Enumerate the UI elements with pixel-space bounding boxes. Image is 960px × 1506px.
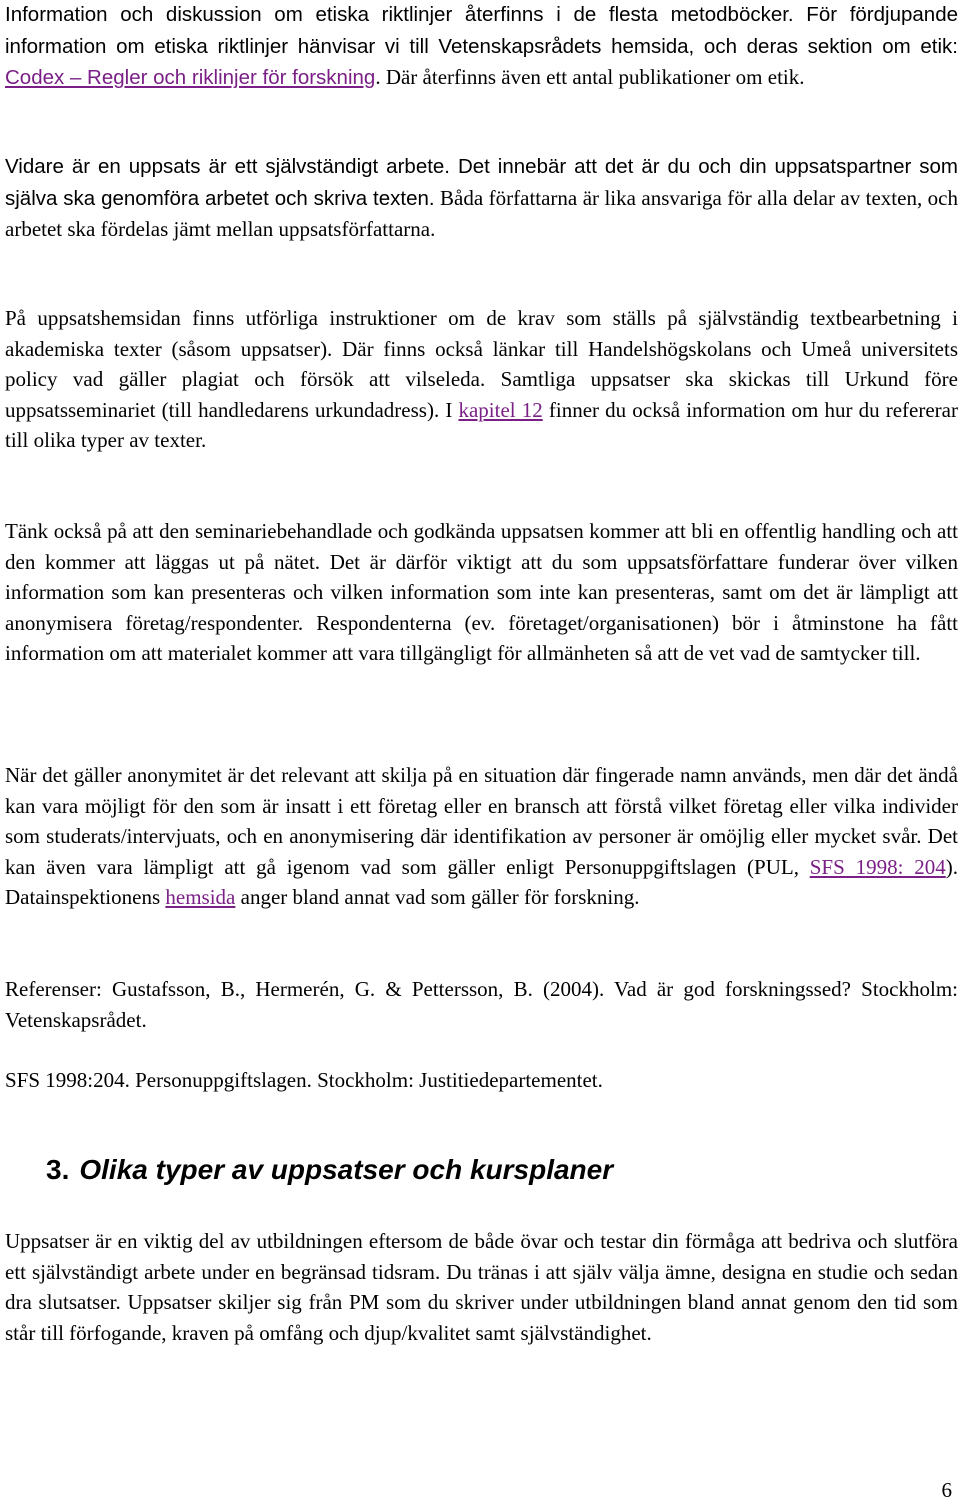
codex-link[interactable]: Codex – Regler och riklinjer för forskning	[5, 66, 376, 89]
paragraph-independent-work	[5, 151, 958, 245]
reference-sfs: SFS 1998:204. Personuppgiftslagen. Stockholm: Justitiedepartementet.	[5, 1068, 603, 1092]
page-number: 6	[941, 1478, 952, 1502]
paragraph-ethics-info-text: Information och diskussion om etiska riktlinjer återfinns i de flesta metodböcker. För fördjupande information om etiska riktlinjer hänvisar vi till Vetenskapsrådets hemsida, och deras sektion om etik:	[5, 3, 958, 58]
paragraph-independent-work-text: Vidare är en uppsats är ett självständigt arbete. Det innebär att det är du och din uppsatspartner som själva ska genomföra arbetet och skriva texten.	[5, 155, 958, 210]
paragraph-anonymity-text: När det gäller anonymitet är det relevant att skilja på en situation där fingerade namn används, men där det ändå kan vara möjligt för den som är insatt i ett företag eller en bransch att förstå vilket företag eller vilka individer som studerats/intervjuats, och en anonymisering där identifikation av personer är omöjlig eller mycket svår. Det kan även vara lämpligt att gå igenom vad som gäller enligt Personuppgiftslagen (PUL,	[5, 763, 958, 879]
paragraph-independent-work-tail: Båda författarna är lika ansvariga för alla delar av texten, och arbetet ska fördelas jämt mellan uppsatsförfattarna.	[5, 185, 958, 241]
section-number: 3.	[46, 1154, 70, 1185]
paragraph-plagiarism-tail: finner du också information om hur du refererar till olika typer av texter.	[5, 397, 958, 452]
paragraph-anonymity-mid: ). Datainspektionens	[5, 854, 958, 909]
paragraph-public-document: Tänk också på att den seminariebehandlade och godkända uppsatsen kommer att bli en offentlig handling och att den kommer att läggas ut på nätet. Det är därför viktigt att du som uppsatsförfattare funderar över vilken information som kan presenteras och vilken information som inte kan presenteras, samt om det är lämpligt att anonymisera företag/respondenter. Respondenterna (ev. företaget/organisationen) bör i åtminstone ha fått information om att materialet kommer att vara tillgängligt för allmänheten så att de vet vad de samtycker till.	[5, 519, 958, 665]
reference-gustafsson: Referenser: Gustafsson, B., Hermerén, G. & Pettersson, B. (2004). Vad är god forskningssed? Stockholm: Vetenskapsrådet.	[5, 977, 958, 1032]
sfs-link[interactable]: SFS 1998: 204	[809, 854, 946, 879]
paragraph-anonymity-tail: anger bland annat vad som gäller för forskning.	[235, 885, 640, 909]
section-heading	[5, 1152, 958, 1188]
section-title: Olika typer av uppsatser och kursplaner	[79, 1154, 614, 1185]
paragraph-essay-types: Uppsatser är en viktig del av utbildningen eftersom de både övar och testar din förmåga att bedriva och slutföra ett självständigt arbete under en begränsad tidsram. Du tränas i att själv välja ämne, designa en studie och sedan dra slutsatser. Uppsatser skiljer sig från PM som du skriver under utbildningen bland annat genom den tid som står till förfogande, kraven på omfång och djup/kvalitet samt självständighet.	[5, 1229, 958, 1345]
paragraph-ethics-info	[5, 0, 958, 94]
datainspektionen-link[interactable]: hemsida	[165, 885, 236, 909]
paragraph-ethics-info-tail: . Där återfinns även ett antal publikationer om etik.	[375, 65, 805, 89]
paragraph-plagiarism	[5, 303, 958, 456]
paragraph-anonymity	[5, 760, 958, 913]
paragraph-plagiarism-text: På uppsatshemsidan finns utförliga instruktioner om de krav som ställs på självständig textbearbetning i akademiska texter (såsom uppsatser). Där finns också länkar till Handelshögskolans och Umeå universitets policy vad gäller plagiat och försök att vilseleda. Samtliga uppsatser ska skickas till Urkund före uppsatsseminariet (till handledarens urkundadress). I	[5, 306, 958, 422]
chapter-12-link[interactable]: kapitel 12	[458, 397, 543, 422]
